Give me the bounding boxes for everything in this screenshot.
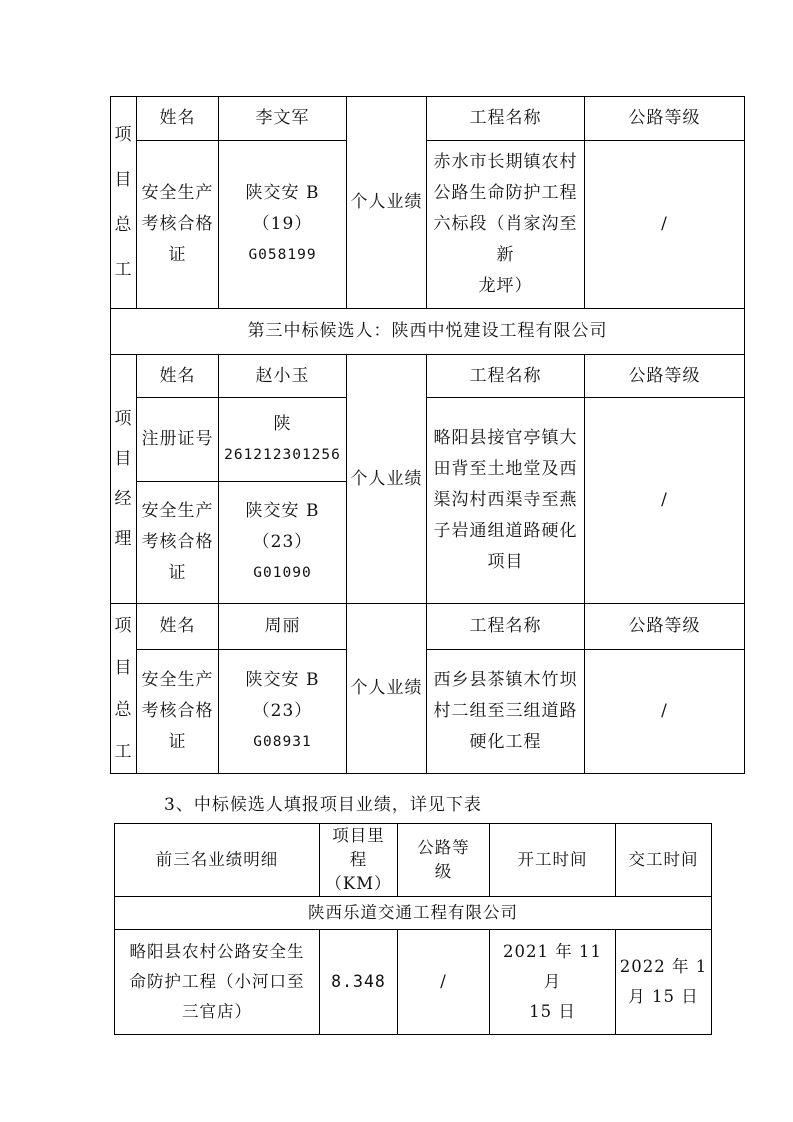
reg-label: 注册证号 xyxy=(137,398,219,482)
name-label: 姓名 xyxy=(137,97,219,141)
section-title: 第三中标候选人：陕西中悦建设工程有限公司 xyxy=(111,309,745,355)
start-date: 2021 年 11 月 15 日 xyxy=(490,930,616,1035)
road-grade-header: 公路等级 xyxy=(585,604,745,650)
performance-label: 个人业绩 xyxy=(347,604,427,774)
section-caption: 3、中标候选人填报项目业绩，详见下表 xyxy=(164,795,482,815)
role-cell: 项 目 经 理 xyxy=(111,355,137,604)
candidate-personnel-table xyxy=(110,96,745,774)
performance-label: 个人业绩 xyxy=(347,355,427,604)
table-row xyxy=(115,897,712,930)
road-grade-header: 公路等级 xyxy=(585,97,745,141)
project-name: 略阳县农村公路安全生 命防护工程（小河口至 三官店） xyxy=(115,930,320,1035)
project-name: 略阳县接官亭镇大 田背至土地堂及西 渠沟村西渠寺至燕 子岩通组道路硬化 项目 xyxy=(427,398,585,604)
cert-value: 陕交安 B（23） G01090 xyxy=(219,482,347,604)
project-name-header: 工程名称 xyxy=(427,604,585,650)
company-name: 陕西乐道交通工程有限公司 xyxy=(115,897,712,930)
project-name-header: 工程名称 xyxy=(427,355,585,398)
table-row xyxy=(111,355,745,398)
name-value: 赵小玉 xyxy=(219,355,347,398)
end-date-header: 交工时间 xyxy=(616,824,712,897)
grade-header: 公路等 级 xyxy=(398,824,490,897)
project-name: 赤水市长期镇农村 公路生命防护工程 六标段（肖家沟至新 龙坪） xyxy=(427,141,585,309)
project-name: 西乡县茶镇木竹坝 村二组至三组道路 硬化工程 xyxy=(427,650,585,774)
table-row xyxy=(111,398,745,482)
cert-value: 陕交安 B（23） G08931 xyxy=(219,650,347,774)
road-grade: / xyxy=(585,398,745,604)
role-cell: 项 目 总 工 xyxy=(111,604,137,774)
mileage-value: 8.348 xyxy=(320,930,398,1035)
reg-value: 陕 261212301256 xyxy=(219,398,347,482)
road-grade-header: 公路等级 xyxy=(585,355,745,398)
name-label: 姓名 xyxy=(137,355,219,398)
grade-value: / xyxy=(398,930,490,1035)
project-name-header: 工程名称 xyxy=(427,97,585,141)
cert-label: 安全生产 考核合格 证 xyxy=(137,650,219,774)
table-row xyxy=(115,930,712,1035)
detail-header: 前三名业绩明细 xyxy=(115,824,320,897)
name-value: 周丽 xyxy=(219,604,347,650)
cert-label: 安全生产 考核合格 证 xyxy=(137,482,219,604)
mileage-header: 项目里 程（KM） xyxy=(320,824,398,897)
road-grade: / xyxy=(585,141,745,309)
table-row xyxy=(111,141,745,309)
performance-detail-table xyxy=(114,823,712,1035)
name-value: 李文军 xyxy=(219,97,347,141)
table-row xyxy=(111,650,745,774)
table-row xyxy=(111,604,745,650)
cert-label: 安全生产 考核合格 证 xyxy=(137,141,219,309)
cert-value: 陕交安 B（19） G058199 xyxy=(219,141,347,309)
table-row xyxy=(111,309,745,355)
performance-label: 个人业绩 xyxy=(347,97,427,309)
end-date: 2022 年 1 月 15 日 xyxy=(616,930,712,1035)
name-label: 姓名 xyxy=(137,604,219,650)
start-date-header: 开工时间 xyxy=(490,824,616,897)
table-row xyxy=(111,97,745,141)
table-header-row xyxy=(115,824,712,897)
road-grade: / xyxy=(585,650,745,774)
role-cell: 项 目 总 工 xyxy=(111,97,137,309)
